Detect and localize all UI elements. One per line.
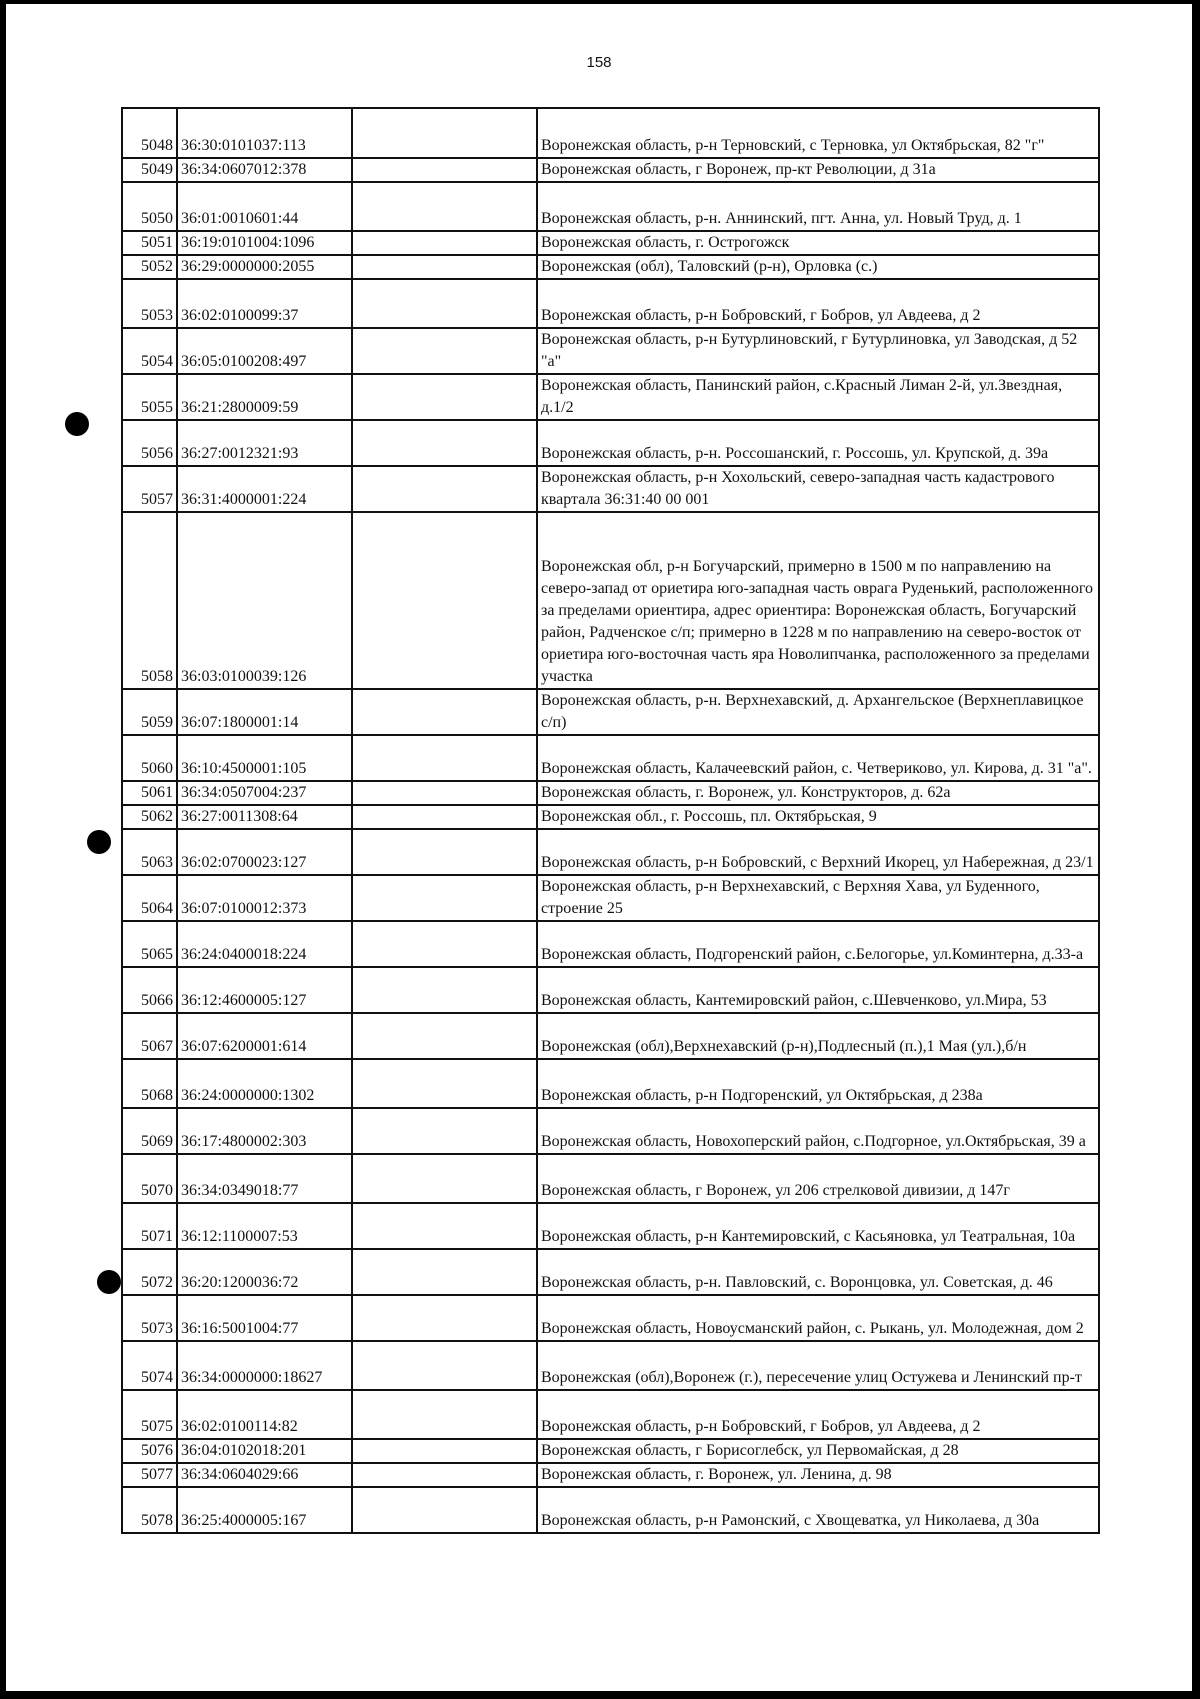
cadastral-number-cell: 36:24:0400018:224 (177, 921, 352, 967)
row-number-cell: 5065 (122, 921, 177, 967)
empty-cell (352, 108, 537, 158)
cadastral-number-cell: 36:21:2800009:59 (177, 374, 352, 420)
row-number-cell: 5050 (122, 182, 177, 231)
cadastral-number-cell: 36:34:0507004:237 (177, 781, 352, 805)
property-registry-table (121, 107, 1100, 1534)
row-number-cell: 5076 (122, 1439, 177, 1463)
row-number-cell: 5059 (122, 689, 177, 735)
row-number-cell: 5063 (122, 829, 177, 875)
address-cell: Воронежская (обл),Воронеж (г.), пересечение улиц Остужева и Ленинский пр-т (537, 1341, 1099, 1390)
empty-cell (352, 1059, 537, 1108)
empty-cell (352, 1108, 537, 1154)
empty-cell (352, 328, 537, 374)
row-number-cell: 5056 (122, 420, 177, 466)
empty-cell (352, 805, 537, 829)
row-number-cell: 5058 (122, 512, 177, 689)
table-row (122, 108, 1099, 158)
address-cell: Воронежская область, г. Воронеж, ул. Ленина, д. 98 (537, 1463, 1099, 1487)
table-row (122, 279, 1099, 328)
address-cell: Воронежская обл., г. Россошь, пл. Октябрьская, 9 (537, 805, 1099, 829)
empty-cell (352, 781, 537, 805)
address-cell: Воронежская (обл), Таловский (р-н), Орловка (с.) (537, 255, 1099, 279)
table-row (122, 1108, 1099, 1154)
address-cell: Воронежская область, Подгоренский район, с.Белогорье, ул.Коминтерна, д.33-а (537, 921, 1099, 967)
cadastral-number-cell: 36:07:1800001:14 (177, 689, 352, 735)
empty-cell (352, 735, 537, 781)
cadastral-number-cell: 36:34:0000000:18627 (177, 1341, 352, 1390)
table-row (122, 1439, 1099, 1463)
address-cell: Воронежская область, р-н Кантемировский, с Касьяновка, ул Театральная, 10а (537, 1203, 1099, 1249)
address-cell: Воронежская область, р-н. Аннинский, пгт. Анна, ул. Новый Труд, д. 1 (537, 182, 1099, 231)
empty-cell (352, 231, 537, 255)
cadastral-number-cell: 36:12:1100007:53 (177, 1203, 352, 1249)
address-cell: Воронежская область, р-н. Павловский, с. Воронцовка, ул. Советская, д. 46 (537, 1249, 1099, 1295)
table-row (122, 689, 1099, 735)
table-row (122, 735, 1099, 781)
table-row (122, 158, 1099, 182)
cadastral-number-cell: 36:34:0607012:378 (177, 158, 352, 182)
row-number-cell: 5061 (122, 781, 177, 805)
address-cell: Воронежская область, г. Воронеж, ул. Конструкторов, д. 62а (537, 781, 1099, 805)
row-number-cell: 5049 (122, 158, 177, 182)
cadastral-number-cell: 36:31:4000001:224 (177, 466, 352, 512)
address-cell: Воронежская область, р-н Верхнехавский, с Верхняя Хава, ул Буденного, строение 25 (537, 875, 1099, 921)
row-number-cell: 5055 (122, 374, 177, 420)
row-number-cell: 5071 (122, 1203, 177, 1249)
cadastral-number-cell: 36:04:0102018:201 (177, 1439, 352, 1463)
row-number-cell: 5054 (122, 328, 177, 374)
row-number-cell: 5060 (122, 735, 177, 781)
cadastral-number-cell: 36:27:0012321:93 (177, 420, 352, 466)
table-row (122, 231, 1099, 255)
cadastral-number-cell: 36:12:4600005:127 (177, 967, 352, 1013)
address-cell: Воронежская область, г Борисоглебск, ул Первомайская, д 28 (537, 1439, 1099, 1463)
address-cell: Воронежская обл, р-н Богучарский, примерно в 1500 м по направлению на северо-запад от ориетира юго-западная часть оврага Руденький, расположенного за пределами ориентира, адрес ориентира: Воронежская область, Богучарский район, Радченское с/п; примерно в 1228 м по направлению на северо-восток от ориетира юго-восточная часть яра Новолипчанка, расположенного за пределами участка (537, 512, 1099, 689)
table-row (122, 1341, 1099, 1390)
cadastral-number-cell: 36:07:0100012:373 (177, 875, 352, 921)
table-row (122, 328, 1099, 374)
address-cell: Воронежская область, р-н Терновский, с Терновка, ул Октябрьская, 82 "г" (537, 108, 1099, 158)
punch-hole-mark (97, 1270, 121, 1294)
row-number-cell: 5051 (122, 231, 177, 255)
empty-cell (352, 829, 537, 875)
cadastral-number-cell: 36:29:0000000:2055 (177, 255, 352, 279)
row-number-cell: 5072 (122, 1249, 177, 1295)
table-row (122, 374, 1099, 420)
empty-cell (352, 1154, 537, 1203)
table-row (122, 805, 1099, 829)
table-row (122, 1249, 1099, 1295)
table-row (122, 466, 1099, 512)
empty-cell (352, 1439, 537, 1463)
cadastral-number-cell: 36:01:0010601:44 (177, 182, 352, 231)
row-number-cell: 5064 (122, 875, 177, 921)
table-row (122, 255, 1099, 279)
cadastral-number-cell: 36:05:0100208:497 (177, 328, 352, 374)
row-number-cell: 5052 (122, 255, 177, 279)
table-row (122, 921, 1099, 967)
row-number-cell: 5074 (122, 1341, 177, 1390)
row-number-cell: 5067 (122, 1013, 177, 1059)
empty-cell (352, 158, 537, 182)
address-cell: Воронежская область, р-н Бобровский, с Верхний Икорец, ул Набережная, д 23/1 (537, 829, 1099, 875)
table-row (122, 967, 1099, 1013)
punch-hole-mark (87, 830, 111, 854)
empty-cell (352, 1013, 537, 1059)
page-number: 158 (586, 54, 612, 71)
table-row (122, 1059, 1099, 1108)
table-row (122, 420, 1099, 466)
cadastral-number-cell: 36:20:1200036:72 (177, 1249, 352, 1295)
registry-table-body (122, 108, 1099, 1533)
row-number-cell: 5070 (122, 1154, 177, 1203)
row-number-cell: 5075 (122, 1390, 177, 1439)
empty-cell (352, 967, 537, 1013)
table-row (122, 1203, 1099, 1249)
address-cell: Воронежская область, р-н Подгоренский, ул Октябрьская, д 238а (537, 1059, 1099, 1108)
address-cell: Воронежская область, р-н Бобровский, г Бобров, ул Авдеева, д 2 (537, 1390, 1099, 1439)
address-cell: Воронежская область, Новоусманский район, с. Рыкань, ул. Молодежная, дом 2 (537, 1295, 1099, 1341)
empty-cell (352, 1463, 537, 1487)
table-row (122, 1295, 1099, 1341)
address-cell: Воронежская область, Калачеевский район, с. Четвериково, ул. Кирова, д. 31 "а". (537, 735, 1099, 781)
table-row (122, 182, 1099, 231)
table-row (122, 875, 1099, 921)
cadastral-number-cell: 36:34:0604029:66 (177, 1463, 352, 1487)
empty-cell (352, 182, 537, 231)
empty-cell (352, 420, 537, 466)
empty-cell (352, 921, 537, 967)
address-cell: Воронежская область, р-н. Верхнехавский, д. Архангельское (Верхнеплавицкое с/п) (537, 689, 1099, 735)
row-number-cell: 5077 (122, 1463, 177, 1487)
row-number-cell: 5078 (122, 1487, 177, 1533)
empty-cell (352, 1487, 537, 1533)
address-cell: Воронежская область, г Воронеж, ул 206 стрелковой дивизии, д 147г (537, 1154, 1099, 1203)
table-row (122, 1154, 1099, 1203)
empty-cell (352, 875, 537, 921)
address-cell: Воронежская область, г Воронеж, пр-кт Революции, д 31а (537, 158, 1099, 182)
empty-cell (352, 374, 537, 420)
cadastral-number-cell: 36:27:0011308:64 (177, 805, 352, 829)
address-cell: Воронежская область, Новохоперский район, с.Подгорное, ул.Октябрьская, 39 а (537, 1108, 1099, 1154)
row-number-cell: 5062 (122, 805, 177, 829)
row-number-cell: 5048 (122, 108, 177, 158)
cadastral-number-cell: 36:03:0100039:126 (177, 512, 352, 689)
cadastral-number-cell: 36:10:4500001:105 (177, 735, 352, 781)
empty-cell (352, 279, 537, 328)
address-cell: Воронежская область, р-н Хохольский, северо-западная часть кадастрового квартала 36:31:40 00 001 (537, 466, 1099, 512)
table-row (122, 1013, 1099, 1059)
punch-hole-mark (65, 412, 89, 436)
row-number-cell: 5066 (122, 967, 177, 1013)
row-number-cell: 5053 (122, 279, 177, 328)
table-row (122, 1390, 1099, 1439)
table-row (122, 512, 1099, 689)
empty-cell (352, 255, 537, 279)
row-number-cell: 5073 (122, 1295, 177, 1341)
cadastral-number-cell: 36:16:5001004:77 (177, 1295, 352, 1341)
cadastral-number-cell: 36:34:0349018:77 (177, 1154, 352, 1203)
address-cell: Воронежская область, р-н Бутурлиновский, г Бутурлиновка, ул Заводская, д 52 "а" (537, 328, 1099, 374)
address-cell: Воронежская область, Панинский район, с.Красный Лиман 2-й, ул.Звездная, д.1/2 (537, 374, 1099, 420)
empty-cell (352, 512, 537, 689)
cadastral-number-cell: 36:25:4000005:167 (177, 1487, 352, 1533)
address-cell: Воронежская область, г. Острогожск (537, 231, 1099, 255)
table-row (122, 829, 1099, 875)
empty-cell (352, 466, 537, 512)
empty-cell (352, 689, 537, 735)
empty-cell (352, 1341, 537, 1390)
address-cell: Воронежская область, р-н Бобровский, г Бобров, ул Авдеева, д 2 (537, 279, 1099, 328)
cadastral-number-cell: 36:02:0700023:127 (177, 829, 352, 875)
address-cell: Воронежская (обл),Верхнехавский (р-н),Подлесный (п.),1 Мая (ул.),б/н (537, 1013, 1099, 1059)
empty-cell (352, 1249, 537, 1295)
table-row (122, 1487, 1099, 1533)
row-number-cell: 5068 (122, 1059, 177, 1108)
cadastral-number-cell: 36:19:0101004:1096 (177, 231, 352, 255)
cadastral-number-cell: 36:02:0100114:82 (177, 1390, 352, 1439)
document-page (6, 4, 1192, 1691)
address-cell: Воронежская область, р-н. Россошанский, г. Россошь, ул. Крупской, д. 39а (537, 420, 1099, 466)
cadastral-number-cell: 36:07:6200001:614 (177, 1013, 352, 1059)
cadastral-number-cell: 36:24:0000000:1302 (177, 1059, 352, 1108)
cadastral-number-cell: 36:17:4800002:303 (177, 1108, 352, 1154)
empty-cell (352, 1390, 537, 1439)
row-number-cell: 5069 (122, 1108, 177, 1154)
empty-cell (352, 1203, 537, 1249)
address-cell: Воронежская область, Кантемировский район, с.Шевченково, ул.Мира, 53 (537, 967, 1099, 1013)
table-row (122, 1463, 1099, 1487)
cadastral-number-cell: 36:02:0100099:37 (177, 279, 352, 328)
cadastral-number-cell: 36:30:0101037:113 (177, 108, 352, 158)
address-cell: Воронежская область, р-н Рамонский, с Хвощеватка, ул Николаева, д 30а (537, 1487, 1099, 1533)
row-number-cell: 5057 (122, 466, 177, 512)
empty-cell (352, 1295, 537, 1341)
table-row (122, 781, 1099, 805)
